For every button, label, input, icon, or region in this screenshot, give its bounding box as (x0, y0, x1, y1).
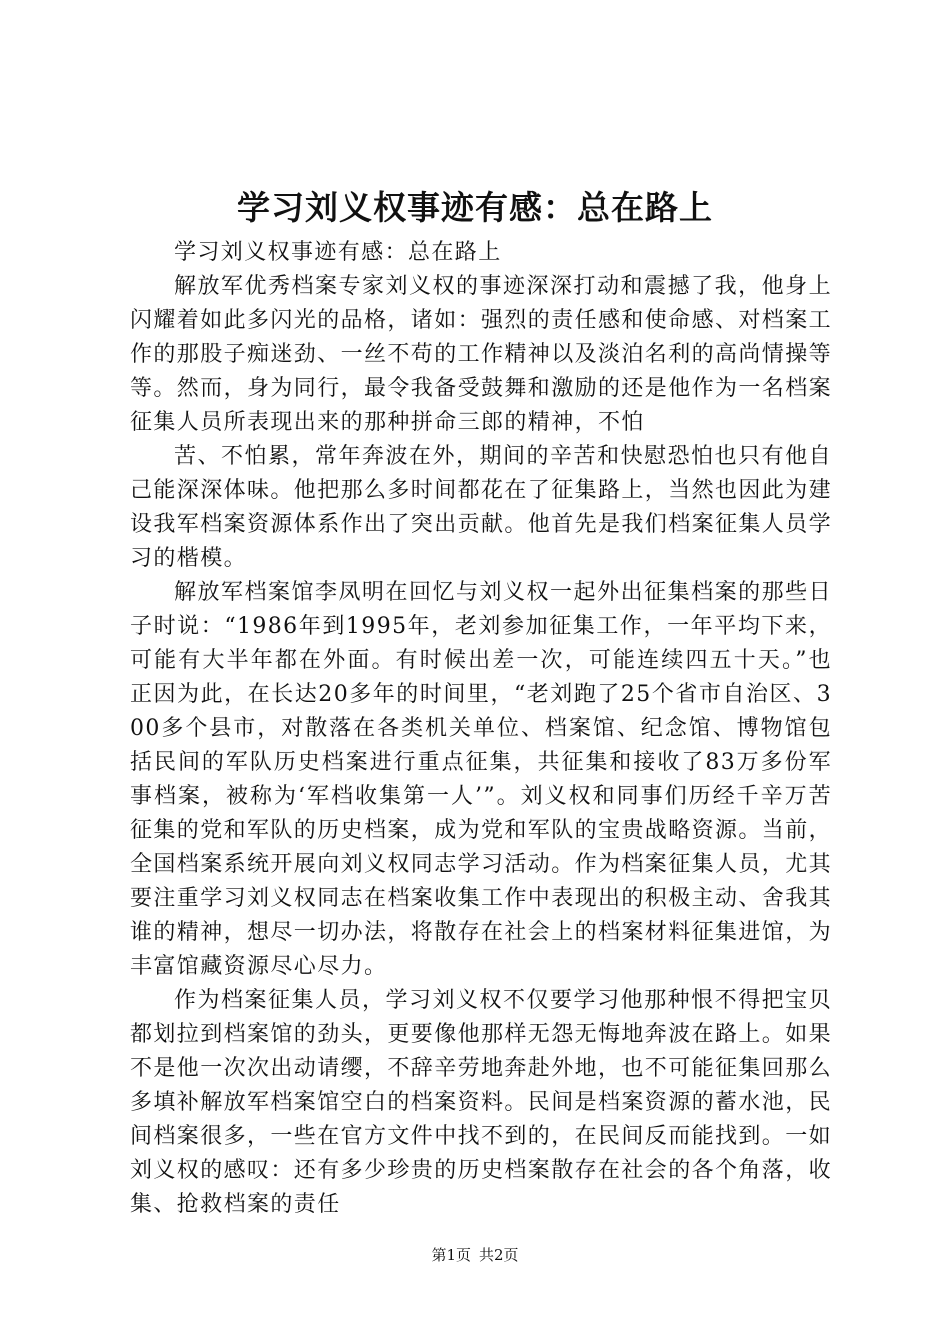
page-footer (0, 1244, 950, 1266)
paragraph-subtitle: 学习刘义权事迹有感：总在路上 (174, 240, 502, 265)
document-body (130, 236, 832, 1222)
document-title: 学习刘义权事迹有感：总在路上 (237, 188, 713, 227)
paragraph: 解放军优秀档案专家刘义权的事迹深深打动和震撼了我，他身上闪耀着如此多闪光的品格，诸如：强烈的责任感和使命感、对档案工作的那股子痴迷劲、一丝不苟的工作精神以及淡泊名利的高尚情操等等。然而，身为同行，最令我备受鼓舞和激励的还是他作为一名档案征集人员所表现出来的那种拼命三郎的精神，不怕 (130, 274, 833, 435)
paragraph: 解放军档案馆李凤明在回忆与刘义权一起外出征集档案的那些日子时说：“1986年到1995年，老刘参加征集工作，一年平均下来，可能有大半年都在外面。有时候出差一次，可能连续四五十天。”也正因为此，在长达20多年的时间里，“老刘跑了25个省市自治区、300多个县市，对散落在各类机关单位、档案馆、纪念馆、博物馆包括民间的军队历史档案进行重点征集，共征集和接收了83万多份军事档案，被称为‘军档收集第一人’”。刘义权和同事们历经千辛万苦征集的党和军队的历史档案，成为党和军队的宝贵战略资源。当前，全国档案系统开展向刘义权同志学习活动。作为档案征集人员，尤其要注重学习刘义权同志在档案收集工作中表现出的积极主动、舍我其谁的精神，想尽一切办法，将散存在社会上的档案材料征集进馆，为丰富馆藏资源尽心尽力。 (130, 580, 833, 979)
page-total: 共2页 (479, 1246, 519, 1264)
paragraph: 作为档案征集人员，学习刘义权不仅要学习他那种恨不得把宝贝都划拉到档案馆的劲头，更要像他那样无怨无悔地奔波在路上。如果不是他一次次出动请缨，不辞辛劳地奔赴外地，也不可能征集回那么多填补解放军档案馆空白的档案资料。民间是档案资源的蓄水池，民间档案很多，一些在官方文件中找不到的，在民间反而能找到。一如刘义权的感叹：还有多少珍贵的历史档案散存在社会的各个角落，收集、抢救档案的责任 (130, 988, 833, 1217)
page-number: 第1页 (431, 1246, 471, 1264)
paragraph: 苦、不怕累，常年奔波在外，期间的辛苦和快慰恐怕也只有他自己能深深体味。他把那么多时间都花在了征集路上，当然也因此为建设我军档案资源体系作出了突出贡献。他首先是我们档案征集人员学习的楷模。 (130, 444, 833, 571)
